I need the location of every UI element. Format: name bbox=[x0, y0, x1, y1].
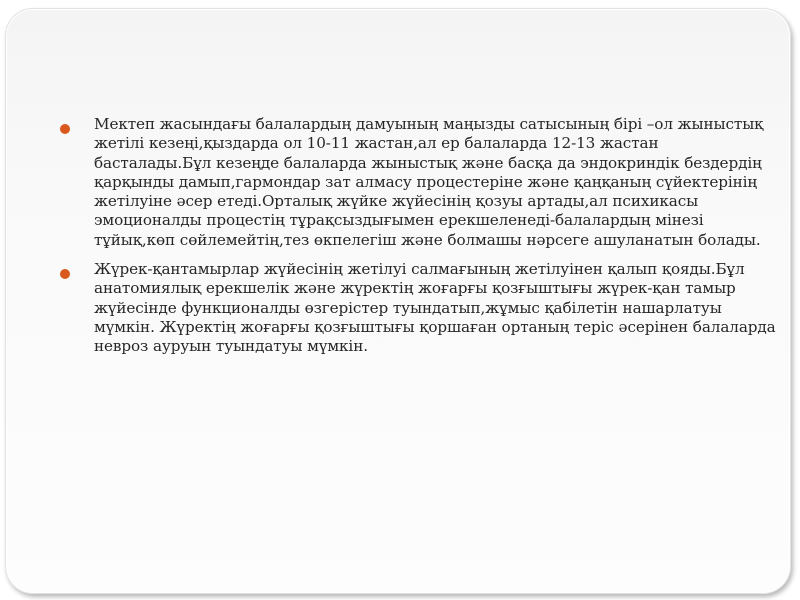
bullet-item-1 bbox=[58, 115, 778, 250]
bullet-dot-icon bbox=[60, 269, 70, 279]
slide-body bbox=[58, 115, 778, 367]
bullet-text: Жүрек-қантамырлар жүйесінің жетілуі салмағының жетілуінен қалып қояды.Бұл анатомиялық ерекшелік және жүректің жоғарғы қозғыштығы жүрек-қан тамыр жүйесінде функционалды өзгерістер туындатып,жұмыс қабілетін нашарлатуы мүмкін. Жүректің жоғарғы қозғыштығы қоршаған ортаның теріс әсерінен балаларда невроз ауруын туындатуы мүмкін. bbox=[94, 260, 776, 356]
bullet-dot-icon bbox=[60, 124, 70, 134]
bullet-text: Мектеп жасындағы балалардың дамуының маңызды сатысының бірі –ол жыныстық жетілі кезеңі,қыздарда ол 10-11 жастан,ал ер балаларда 12-13 жастан басталады.Бұл кезеңде балаларда жыныстық және басқа да эндокриндік бездердің қарқынды дамып,гармондар зат алмасу процестеріне және қаңқаның сүйектерінің жетілуіне әсер етеді.Орталық жүйке жүйесінің қозуы артады,ал психикасы эмоционалды процестің тұрақсыздығымен ерекшеленеді-балалардың мінезі тұйық,көп сөйлемейтің,тез өкпелегіш және болмашы нәрсеге ашуланатын болады. bbox=[94, 115, 764, 249]
slide-frame bbox=[5, 8, 791, 594]
bullet-item-2 bbox=[58, 260, 778, 356]
